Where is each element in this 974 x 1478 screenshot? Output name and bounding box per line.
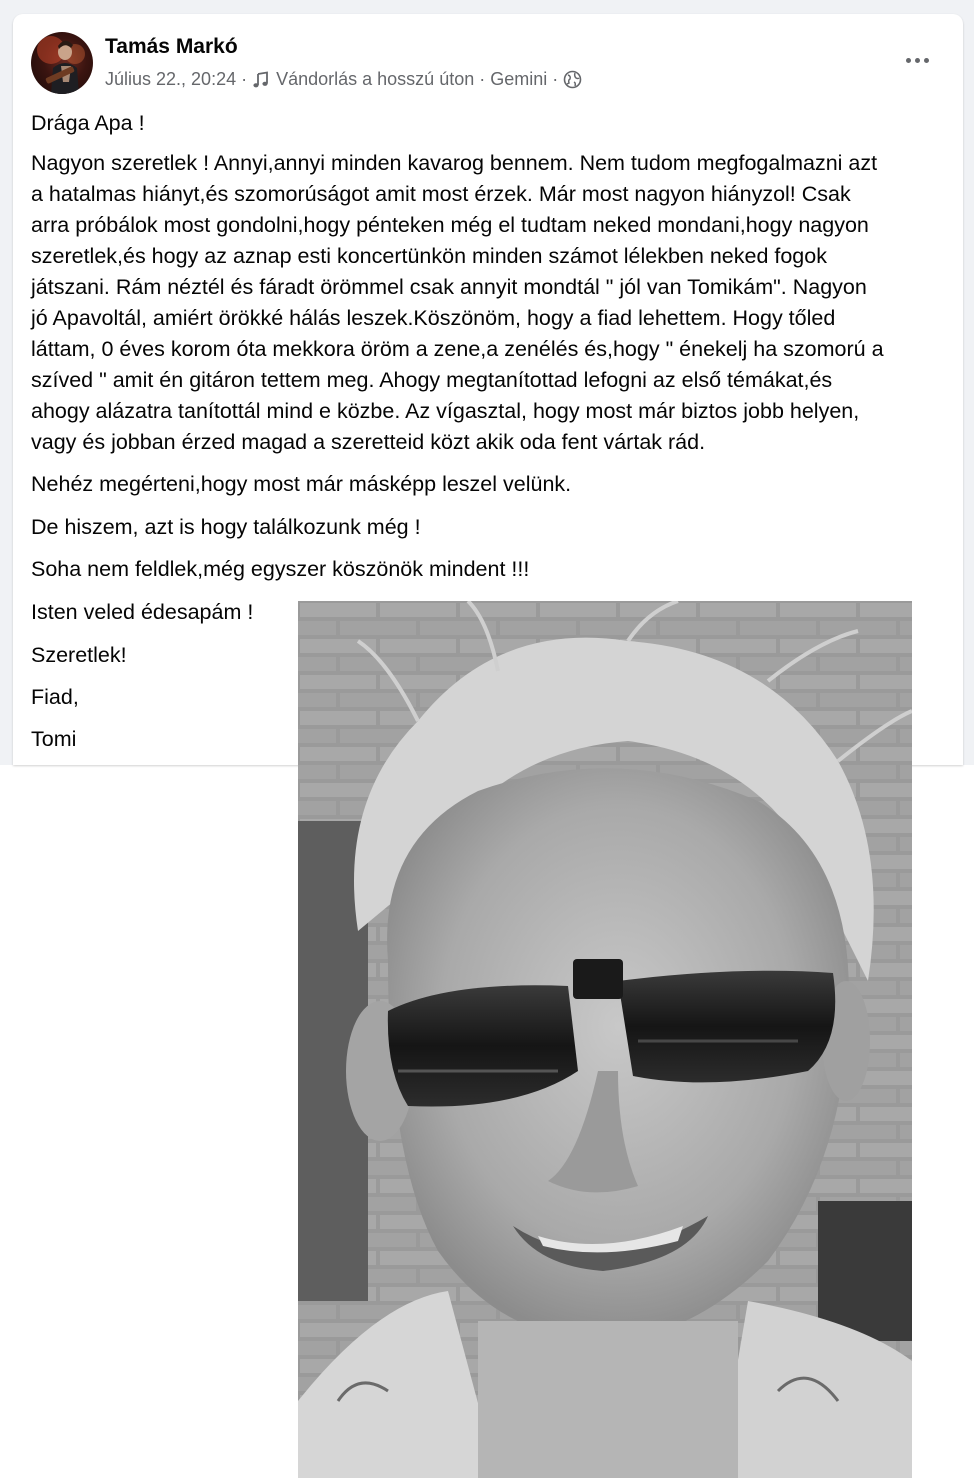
paragraph-line: arra próbálok most gondolni,hogy pénteken még el tudtam neked mondani,hogy nagyon [31, 213, 869, 237]
post-line: Fiad, [31, 685, 79, 709]
artist-name[interactable]: Gemini [490, 68, 548, 89]
post-line: Soha nem feldlek,még egyszer köszönök mindent !!! [31, 557, 530, 581]
paragraph-line: láttam, 0 éves korom óta mekkora öröm a zene,a zenélés és,hogy " énekelj ha szomorú a [31, 337, 884, 361]
meta-separator: · [241, 68, 248, 89]
post-meta [105, 67, 582, 91]
music-note-icon [252, 69, 270, 90]
post-line: Isten veled édesapám ! [31, 600, 254, 624]
globe-icon[interactable] [563, 69, 582, 90]
paragraph-line: a hatalmas hiányt,és szomorúságot amit most érzek. Már most nagyon hiányzol! Csak [31, 182, 851, 206]
post-line: Nehéz megérteni,hogy most már másképp leszel velünk. [31, 472, 572, 496]
paragraph-line: szeretlek,és hogy az aznap esti koncertünkön minden számot lélekben neked fogok [31, 244, 827, 268]
post-line: Szeretlek! [31, 643, 127, 667]
paragraph-line: vagy és jobban érzed magad a szeretteid közt akik oda fent vártak rád. [31, 430, 706, 454]
paragraph-line: jó Apavoltál, amiért örökké hálás leszek.Köszönöm, hogy a fiad lehettem. Hogy tőled [31, 306, 836, 330]
post-signature: Tomi [31, 727, 77, 751]
post-timestamp[interactable]: Július 22., 20:24 [105, 68, 237, 89]
post-line: De hiszem, azt is hogy találkozunk még ! [31, 515, 421, 539]
author-avatar[interactable] [31, 32, 93, 94]
post-greeting: Drága Apa ! [31, 111, 145, 135]
meta-separator: · [552, 68, 559, 89]
paragraph-line: szíved " amit én gitáron tettem meg. Ahogy megtanítottad lefogni az első témákat,és [31, 368, 833, 392]
author-name[interactable]: Tamás Markó [105, 35, 238, 58]
more-options-icon[interactable] [900, 48, 934, 72]
paragraph-line: játszani. Rám néztél és fáradt örömmel csak annyit mondtál " jól van Tomikám". Nagyon [31, 275, 867, 299]
meta-separator: · [479, 68, 486, 89]
song-title[interactable]: Vándorlás a hosszú úton [276, 68, 475, 89]
paragraph-line: Nagyon szeretlek ! Annyi,annyi minden kavarog bennem. Nem tudom megfogalmazni azt [31, 151, 878, 175]
memorial-photo[interactable] [298, 601, 912, 1478]
paragraph-line: ahogy alázatra tanítottál mind e közbe. Az vígasztal, hogy most már biztos jobb helyen, [31, 399, 860, 423]
